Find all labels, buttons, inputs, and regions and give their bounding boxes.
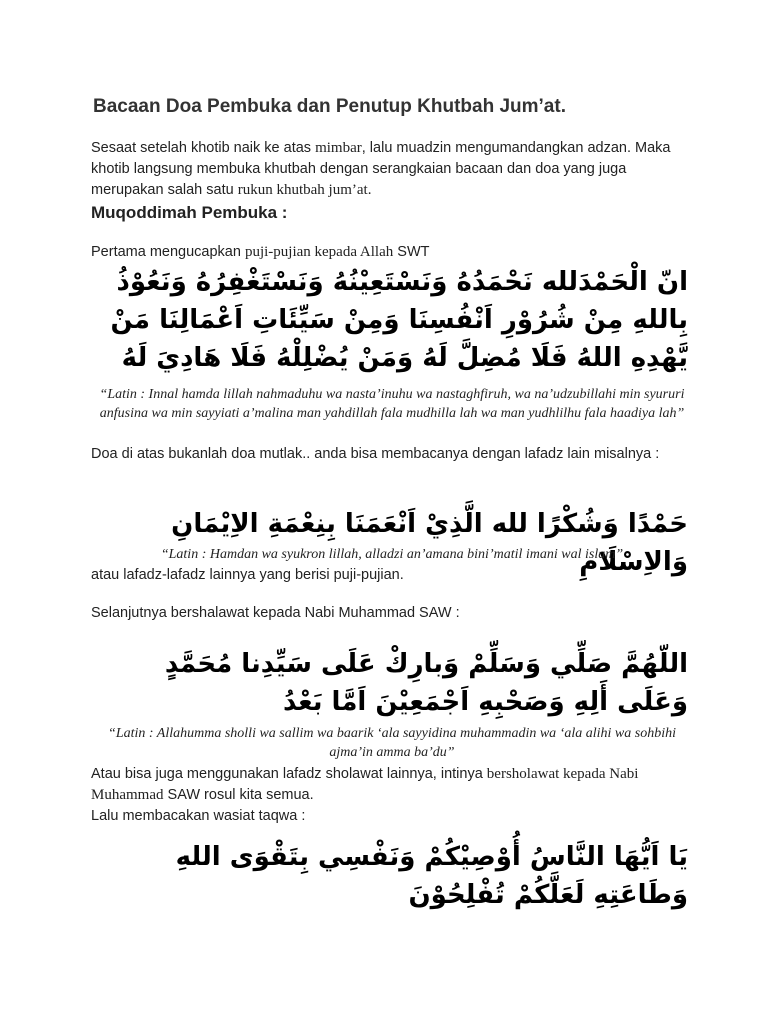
arabic-wasiat: يَا اَيُّهَا النَّاسُ أُوْصِيْكُمْ وَنَفْسِي بِتَقْوَى اللهِ وَطَاعَتِهِ لَعَلَّكُمْ تُفْلِحُوْنَ — [175, 842, 688, 910]
pertama-text-1: Pertama mengucapkan — [91, 244, 245, 260]
intro-text-1: Sesaat setelah khotib naik ke atas — [91, 140, 316, 156]
arabic-muqoddimah: انّ الْحَمْدَلله نَحْمَدُهُ وَنَسْتَعِيْنُهُ وَنَسْتَغْفِرُهُ وَنَعُوْذُ بِاللهِ مِنْ شُرُوْرِ اَنْفُسِنَا وَمِنْ سَيِّئَاتِ اَعْمَالِنَا مَنْ يَّهْدِهِ اللهُ فَلَا مُضِلَّ لَهُ وَمَنْ يُضْلِلْهُ فَلَا هَادِيَ لَهُ — [110, 267, 688, 373]
pertama-paragraph — [91, 242, 691, 263]
intro-text-3: . — [367, 182, 372, 198]
intro-rukun: rukun khutbah jum’at — [237, 182, 368, 198]
atau-bersholawat: bersholawat kepada Nabi Muhammad — [91, 766, 639, 803]
page-title: Bacaan Doa Pembuka dan Penutup Khutbah Jum’at. — [93, 96, 566, 117]
atau-text-2: SAW rosul kita semua. — [163, 787, 314, 803]
wasiat-paragraph: Lalu membacakan wasiat taqwa : — [91, 808, 306, 824]
pertama-text-2: SWT — [393, 244, 430, 260]
intro-paragraph — [91, 138, 691, 201]
latin-shalawat: “Latin : Allahumma sholli wa sallim wa baarik ‘ala sayyidina muhammadin wa ‘ala alihi wa sohbihi ajma’in amma ba’du” — [108, 726, 676, 760]
latin-hamdan: “Latin : Hamdan wa syukron lillah, alladzi an’amana bini’matil imani wal islam” — [160, 547, 624, 562]
selanjutnya-paragraph: Selanjutnya bershalawat kepada Nabi Muhammad SAW : — [91, 605, 460, 621]
latin-muqoddimah: “Latin : Innal hamda lillah nahmaduhu wa nasta’inuhu wa nastaghfiruh, wa na’udzubillahi min syururi anfusina wa min sayyiati a’malina man yahdillah fala mudhilla lah wa man yudhlilhu fala haadiya lah” — [99, 387, 685, 421]
arabic-shalawat: اللّهُمَّ صَلِّي وَسَلِّمْ وَبارِكْ عَلَى سَيِّدِنا مُحَمَّدٍ وَعَلَى أَلِهِ وَصَحْبِهِ اَجْمَعِيْنَ اَمَّا بَعْدُ — [164, 649, 688, 717]
arabic-hamdan: حَمْدًا وَشُكْرًا لله الَّذِيْ اَنْعَمَنَا بِنِعْمَةِ الاِيْمَانِ وَالاِسْلَامِ — [171, 509, 688, 577]
lafadz-paragraph: atau lafadz-lafadz lainnya yang berisi puji-pujian. — [91, 567, 404, 583]
muqoddimah-heading: Muqoddimah Pembuka : — [91, 203, 288, 222]
doa-paragraph: Doa di atas bukanlah doa mutlak.. anda bisa membacanya dengan lafadz lain misalnya : — [91, 446, 660, 462]
pertama-puji: puji-pujian kepada Allah — [244, 244, 394, 260]
intro-text-2: , lalu muadzin mengumandangkan adzan. Maka khotib langsung membuka khutbah dengan serangkaian bacaan dan doa yang juga merupakan salah satu — [91, 140, 671, 198]
atau-paragraph — [91, 764, 691, 806]
atau-text-1: Atau bisa juga menggunakan lafadz sholawat lainnya, intinya — [91, 766, 487, 782]
intro-mimbar: mimbar — [315, 140, 362, 156]
